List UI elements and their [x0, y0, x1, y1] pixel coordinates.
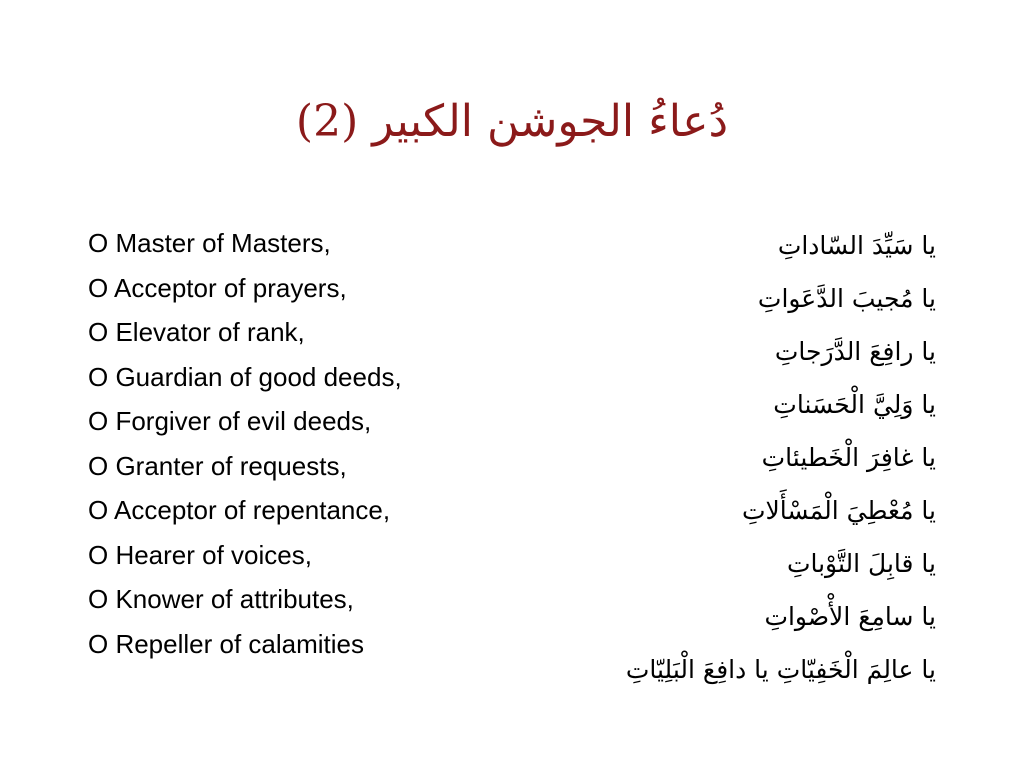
arabic-line: يا مُجيبَ الدَّعَواتِ	[757, 284, 936, 313]
english-line: O Master of Masters,	[88, 228, 331, 258]
arabic-line: يا قابِلَ التَّوْباتِ	[786, 549, 936, 578]
arabic-line: يا عالِمَ الْخَفِيّاتِ يا دافِعَ الْبَلِيّاتِ	[625, 655, 936, 684]
english-line: O Guardian of good deeds,	[88, 361, 402, 392]
arabic-line: يا سَيِّدَ السّاداتِ	[777, 231, 936, 260]
arabic-line: يا غافِرَ الْخَطيئاتِ	[761, 443, 936, 472]
arabic-line: يا مُعْطِيَ الْمَسْأَلاتِ	[742, 496, 936, 525]
english-line: O Repeller of calamities	[88, 628, 364, 659]
english-list	[88, 228, 518, 673]
english-line: O Acceptor of repentance,	[88, 495, 391, 525]
arabic-line: يا سامِعَ الأْصْواتِ	[764, 602, 936, 631]
english-line: O Knower of attributes,	[88, 584, 354, 614]
english-line: O Forgiver of evil deeds,	[88, 406, 372, 436]
english-line: O Acceptor of prayers,	[88, 272, 347, 303]
arabic-list	[516, 228, 936, 705]
english-line: O Elevator of rank,	[88, 317, 305, 347]
arabic-line: يا رافِعَ الدَّرَجاتِ	[774, 337, 936, 366]
english-line: O Hearer of voices,	[88, 539, 312, 570]
arabic-line: يا وَلِيَّ الْحَسَناتِ	[773, 390, 936, 419]
english-line: O Granter of requests,	[88, 450, 347, 481]
slide-title: دُعاءُ الجوشن الكبير (2)	[295, 96, 729, 147]
